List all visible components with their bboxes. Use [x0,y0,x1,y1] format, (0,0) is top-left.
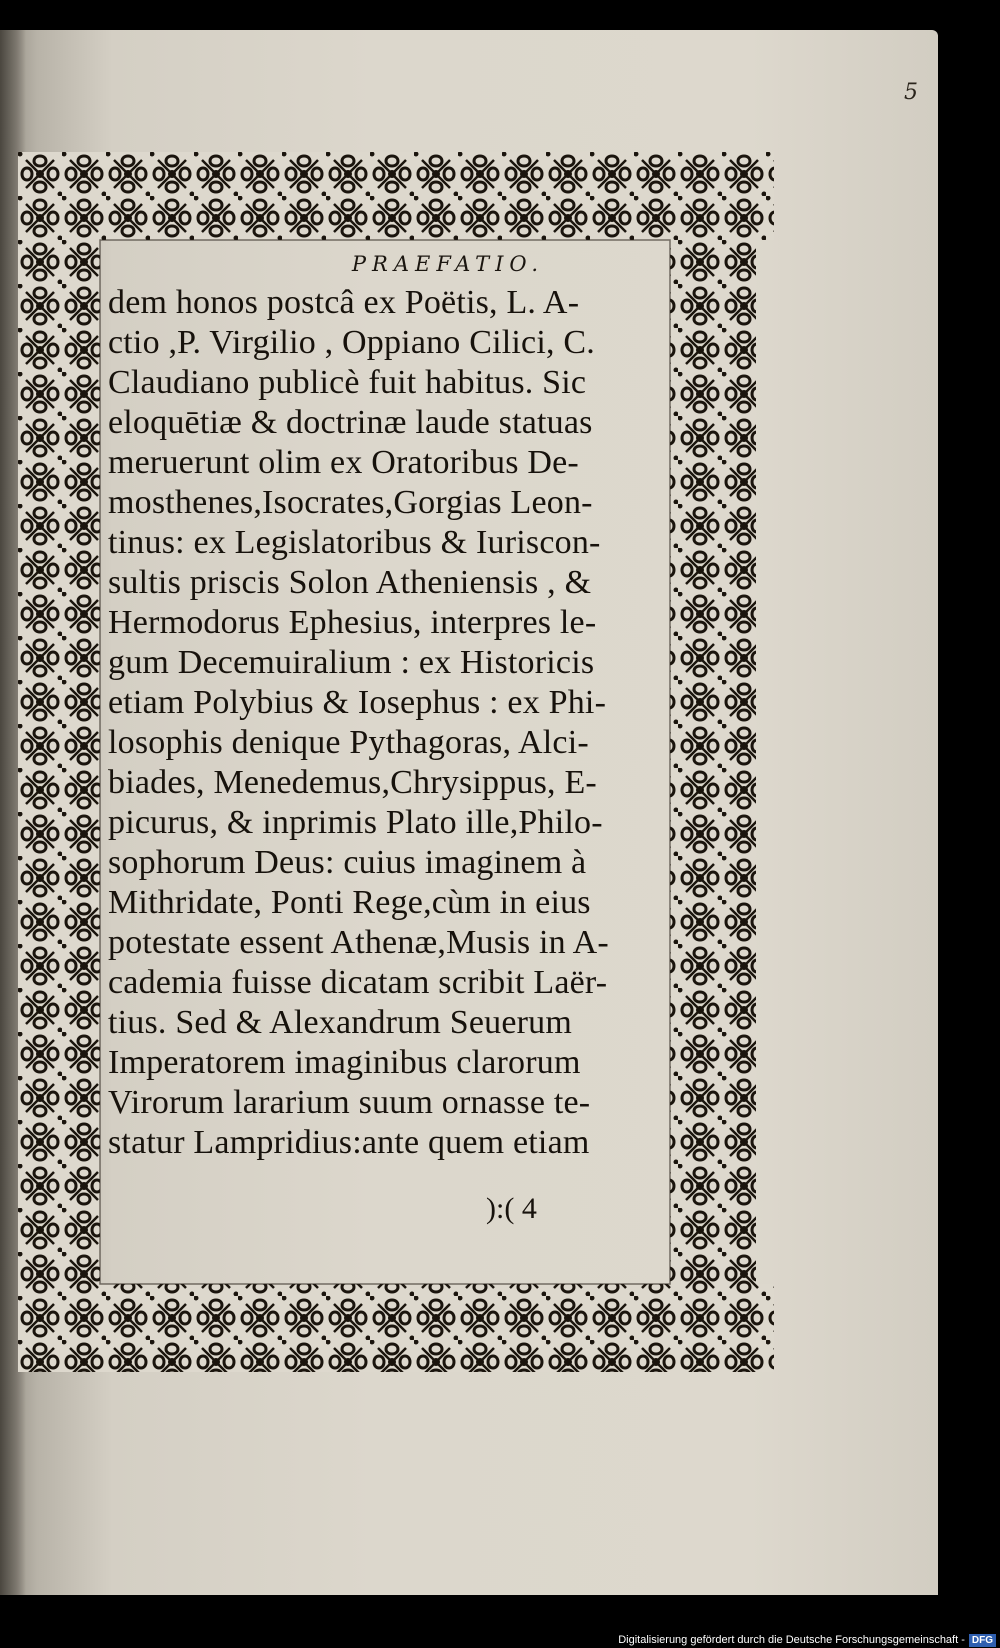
text-line: gum Decemuiralium : ex Historicis [108,644,595,681]
text-line: eloquētiæ & doctrinæ laude statuas [108,404,593,441]
text-line: losophis denique Pythagoras, Alci- [108,724,589,761]
text-line: mosthenes,Isocrates,Gorgias Leon- [108,484,593,521]
text-line: sultis priscis Solon Atheniensis , & [108,564,592,601]
text-line: etiam Polybius & Iosephus : ex Phi- [108,684,607,721]
text-line: statur Lampridius:ante quem etiam [108,1124,590,1161]
text-line: picurus, & inprimis Plato ille,Philo- [108,804,603,841]
text-line: cademia fuisse dicatam scribit Laër- [108,964,608,1001]
text-line: meruerunt olim ex Oratoribus De- [108,444,579,481]
text-line: dem honos postcâ ex Poëtis, L. A- [108,284,580,321]
text-block [108,252,668,1225]
text-line: tius. Sed & Alexandrum Seuerum [108,1004,573,1041]
credit-text: Digitalisierung gefördert durch die Deutsche Forschungsgemeinschaft - [618,1634,965,1646]
text-line: Hermodorus Ephesius, interpres le- [108,604,597,641]
signature-mark: ):( 4 [486,1192,537,1225]
text-line: potestate essent Athenæ,Musis in A- [108,924,609,961]
text-line: Imperatorem imaginibus clarorum [108,1044,581,1081]
folio-number: 5 [904,80,918,105]
text-line: biades, Menedemus,Chrysippus, E- [108,764,597,801]
text-line: Claudiano publicè fuit habitus. Sic [108,364,587,401]
running-head: PRAEFATIO. [351,252,545,276]
book-page [0,30,938,1595]
text-line: tinus: ex Legislatoribus & Iuriscon- [108,524,601,561]
text-line: Virorum lararium suum ornasse te- [108,1084,591,1121]
dfg-logo-icon: DFG [969,1634,996,1647]
digitization-credit [600,1632,1000,1648]
text-line: Mithridate, Ponti Rege,cùm in eius [108,884,591,921]
text-line: sophorum Deus: cuius imaginem à [108,844,587,881]
text-line: ctio ,P. Virgilio , Oppiano Cilici, C. [108,324,595,361]
